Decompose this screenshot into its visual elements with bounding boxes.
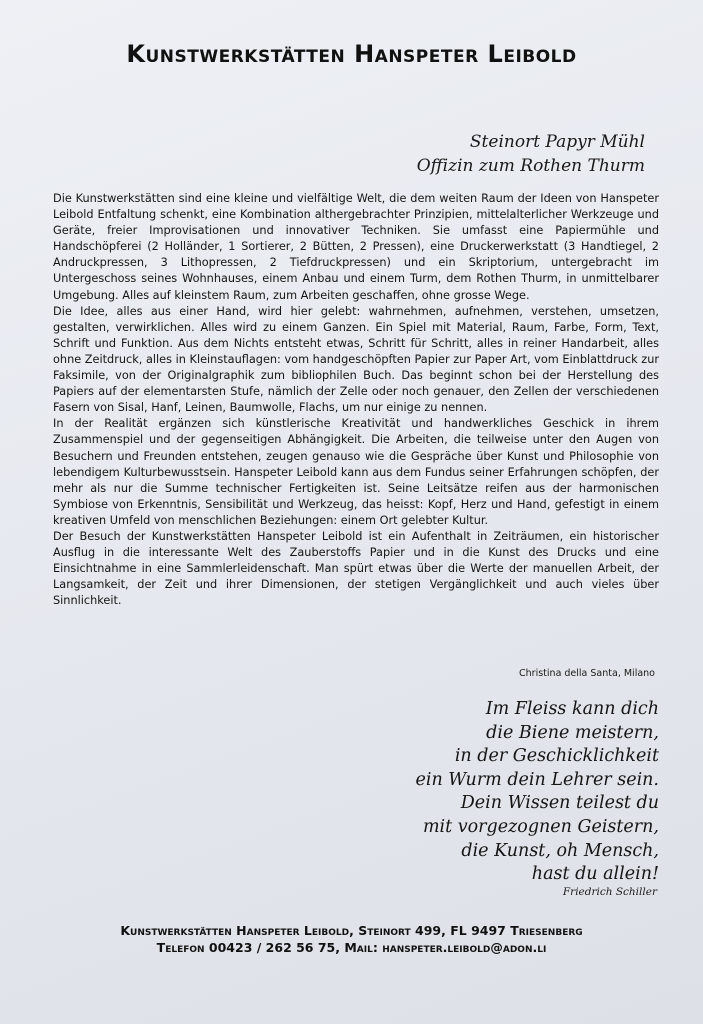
poem-line: Im Fleiss kann dich [485,699,659,719]
body-paragraph-4: Der Besuch der Kunstwerkstätten Hanspeter Leibold ist ein Aufenthalt in Zeiträumen, ein historischer Ausflug in die interessante Welt des Zauberstoffs Papier und in die Kunst des Drucks und eine Einsichtnahme in eine Sammlerleidenschaft. Man spürt etwas über die Werte der manuellen Arbeit, der Langsamkeit, der Zeit und ihrer Dimensionen, der stetigen Vergänglichkeit und auch vieles über Sinnlichkeit. [53,529,659,608]
page-title: Kunstwerkstätten Hanspeter Leibold [126,40,577,68]
body-text [53,191,659,609]
subtitle-line-2: Offizin zum Rothen Thurm [416,156,645,176]
poem-line: in der Geschicklichkeit [454,746,659,767]
body-paragraph-2: Die Idee, alles aus einer Hand, wird hier gelebt: wahrnehmen, aufnehmen, verstehen, umsetzen, gestalten, verwirklichen. Alles wird zu einem Ganzen. Ein Spiel mit Material, Raum, Farbe, Form, Text, Schrift und Funktion. Aus dem Nichts entsteht etwas, Schritt für Schritt, alles in reiner Handarbeit, alles ohne Zeitdruck, alles in Kleinstauflagen: vom handgeschöpften Papier zur Paper Art, vom Einblattdruck zur Faksimile, von der Originalgraphik zum bibliophilen Buch. Das beginnt schon bei der Herstellung des Papiers auf der elementarsten Stufe, nämlich der Zelle oder noch genauer, den Zellen der verschiedenen Fasern von Sisal, Hanf, Leinen, Baumwolle, Flachs, um nur einige zu nennen. [53,304,659,415]
poem-line: mit vorgezognen Geistern, [422,816,659,837]
text-author-signature: Christina della Santa, Milano [519,668,655,679]
poem-line: ein Wurm dein Lehrer sein. [415,769,659,790]
footer-address: Kunstwerkstätten Hanspeter Leibold, Steinort 499, FL 9497 Triesenberg [120,923,583,938]
poem-author: Friedrich Schiller [562,886,657,898]
footer [0,922,703,956]
subtitle [417,130,645,178]
footer-contact: Telefon 00423 / 262 56 75, Mail: hanspeter.leibold@adon.li [156,940,547,955]
body-paragraph-3: In der Realität ergänzen sich künstlerische Kreativität und handwerkliches Geschick in ihrem Zusammenspiel und der gegenseitigen Abhängigkeit. Die Arbeiten, die teilweise unter den Augen von Besuchern und Freunden entstehen, zeugen genauso wie die Gespräche über Kunst und Philosophie von lebendigem Kulturbewusstsein. Hanspeter Leibold kann aus dem Fundus seiner Erfahrungen schöpfen, der mehr als nur die Summe technischer Fertigkeiten ist. Seine Leitsätze reifen aus der harmonischen Symbiose von Erkenntnis, Sensibilität und Werkzeug, das heisst: Kopf, Herz und Hand, gefestigt in einem kreativen Umfeld von menschlichen Beziehungen: einem Ort gelebter Kultur. [53,417,659,527]
poem [415,698,659,887]
poem-line: hast du allein! [531,864,659,885]
poem-line: die Biene meistern, [486,722,659,743]
poem-line: die Kunst, oh Mensch, [461,840,659,861]
poem-line: Dein Wissen teilest du [460,793,659,814]
body-paragraph-1: Die Kunstwerkstätten sind eine kleine und vielfältige Welt, die dem weiten Raum der Ideen von Hanspeter Leibold Entfaltung schenkt, eine Kombination althergebrachter Prinzipien, mittelalterlicher Werkzeuge und Geräte, freier Improvisationen und innovativer Techniken. Sie umfasst eine Papiermühle und Handschöpferei (2 Holländer, 1 Sortierer, 2 Bütten, 2 Pressen), eine Druckerwerkstatt (3 Handtiegel, 2 Andruckpressen, 3 Lithopressen, 2 Tiefdruckpressen) und ein Skriptorium, untergebracht im Untergeschoss seines Wohnhauses, einem Anbau und einem Turm, dem Rothen Thurm, in unmittelbarer Umgebung. Alles auf kleinstem Raum, zum Arbeiten geschaffen, ohne grosse Wege. [53,192,659,302]
subtitle-line-1: Steinort Papyr Mühl [469,132,645,152]
